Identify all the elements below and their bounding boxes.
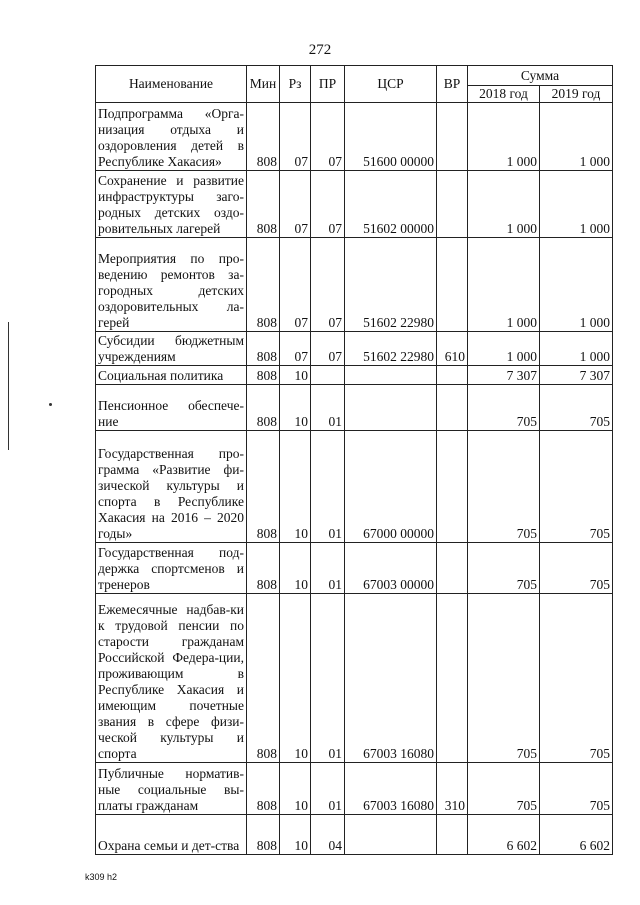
cell-pr: 01 <box>311 594 345 763</box>
cell-y2018: 1 000 <box>468 171 540 238</box>
cell-y2019: 1 000 <box>540 238 613 332</box>
cell-pr: 04 <box>311 815 345 855</box>
cell-min: 808 <box>247 103 280 171</box>
cell-csr: 67003 00000 <box>345 543 437 594</box>
scan-speck <box>49 403 52 406</box>
cell-y2018: 705 <box>468 385 540 431</box>
cell-vr: 610 <box>437 332 468 366</box>
cell-pr: 07 <box>311 103 345 171</box>
cell-csr: 67000 00000 <box>345 431 437 543</box>
cell-vr <box>437 171 468 238</box>
cell-name: Подпрограмма «Орга-низация отдыха и оздоровления детей в Республике Хакасия» <box>96 103 247 171</box>
cell-name: Мероприятия по про-ведению ремонтов за-городных детских оздоровительных ла-герей <box>96 238 247 332</box>
cell-pr: 01 <box>311 385 345 431</box>
cell-csr: 51602 22980 <box>345 238 437 332</box>
header-vr: ВР <box>437 66 468 103</box>
table-row <box>96 385 613 431</box>
cell-rz: 10 <box>280 594 311 763</box>
cell-pr: 07 <box>311 171 345 238</box>
cell-vr <box>437 543 468 594</box>
cell-name: Субсидии бюджетным учреждениям <box>96 332 247 366</box>
cell-vr <box>437 594 468 763</box>
margin-mark <box>8 322 9 450</box>
cell-vr <box>437 238 468 332</box>
cell-vr <box>437 103 468 171</box>
cell-min: 808 <box>247 366 280 385</box>
header-2018: 2018 год <box>468 86 540 103</box>
table-row <box>96 366 613 385</box>
cell-y2018: 705 <box>468 594 540 763</box>
cell-y2019: 705 <box>540 385 613 431</box>
table-row <box>96 332 613 366</box>
cell-rz: 07 <box>280 103 311 171</box>
cell-name: Ежемесячные надбав-ки к трудовой пенсии по старости гражданам Российской Федера-ции, проживающим в Республике Хакасия и имеющим почетные звания в сфере физи-ческой культуры и спорта <box>96 594 247 763</box>
header-sum: Сумма <box>468 66 613 86</box>
cell-rz: 10 <box>280 385 311 431</box>
cell-rz: 10 <box>280 431 311 543</box>
cell-y2019: 1 000 <box>540 103 613 171</box>
cell-y2019: 6 602 <box>540 815 613 855</box>
cell-min: 808 <box>247 238 280 332</box>
cell-y2018: 1 000 <box>468 103 540 171</box>
cell-pr: 01 <box>311 763 345 815</box>
table-row <box>96 594 613 763</box>
cell-y2018: 705 <box>468 543 540 594</box>
table-row <box>96 171 613 238</box>
table-body <box>96 103 613 855</box>
cell-name: Пенсионное обеспече-ние <box>96 385 247 431</box>
cell-min: 808 <box>247 385 280 431</box>
cell-y2018: 1 000 <box>468 332 540 366</box>
cell-csr <box>345 366 437 385</box>
cell-pr: 07 <box>311 238 345 332</box>
cell-rz: 10 <box>280 543 311 594</box>
header-2019: 2019 год <box>540 86 613 103</box>
cell-y2019: 705 <box>540 594 613 763</box>
cell-min: 808 <box>247 332 280 366</box>
cell-pr <box>311 366 345 385</box>
cell-rz: 07 <box>280 238 311 332</box>
page-number: 272 <box>308 42 332 58</box>
cell-y2019: 705 <box>540 763 613 815</box>
cell-csr <box>345 385 437 431</box>
cell-min: 808 <box>247 171 280 238</box>
cell-min: 808 <box>247 763 280 815</box>
table-row <box>96 103 613 171</box>
cell-csr: 67003 16080 <box>345 594 437 763</box>
cell-min: 808 <box>247 815 280 855</box>
cell-y2019: 1 000 <box>540 332 613 366</box>
cell-name: Социальная политика <box>96 366 247 385</box>
cell-pr: 01 <box>311 431 345 543</box>
header-name: Наименование <box>96 66 247 103</box>
cell-csr: 67003 16080 <box>345 763 437 815</box>
cell-pr: 01 <box>311 543 345 594</box>
cell-min: 808 <box>247 594 280 763</box>
cell-vr <box>437 815 468 855</box>
cell-vr <box>437 366 468 385</box>
cell-rz: 10 <box>280 815 311 855</box>
cell-name: Государственная под-держка спортсменов и тренеров <box>96 543 247 594</box>
cell-y2018: 6 602 <box>468 815 540 855</box>
cell-rz: 10 <box>280 763 311 815</box>
cell-vr: 310 <box>437 763 468 815</box>
cell-y2018: 705 <box>468 763 540 815</box>
cell-csr: 51602 00000 <box>345 171 437 238</box>
table-row <box>96 543 613 594</box>
cell-min: 808 <box>247 543 280 594</box>
table-row <box>96 763 613 815</box>
cell-y2019: 705 <box>540 543 613 594</box>
cell-min: 808 <box>247 431 280 543</box>
table-row <box>96 431 613 543</box>
cell-y2019: 7 307 <box>540 366 613 385</box>
header-rz: Рз <box>280 66 311 103</box>
budget-table <box>95 65 613 855</box>
footer-stamp: k309 h2 <box>85 872 118 882</box>
cell-vr <box>437 431 468 543</box>
cell-csr <box>345 815 437 855</box>
cell-pr: 07 <box>311 332 345 366</box>
header-pr: ПР <box>311 66 345 103</box>
cell-csr: 51600 00000 <box>345 103 437 171</box>
header-csr: ЦСР <box>345 66 437 103</box>
cell-vr <box>437 385 468 431</box>
cell-name: Сохранение и развитие инфраструктуры заго-родных детских оздо-ровительных лагерей <box>96 171 247 238</box>
cell-name: Охрана семьи и дет-ства <box>96 815 247 855</box>
cell-csr: 51602 22980 <box>345 332 437 366</box>
cell-y2018: 705 <box>468 431 540 543</box>
cell-y2019: 705 <box>540 431 613 543</box>
cell-y2018: 7 307 <box>468 366 540 385</box>
table-row <box>96 815 613 855</box>
table-row <box>96 238 613 332</box>
cell-y2018: 1 000 <box>468 238 540 332</box>
cell-rz: 07 <box>280 171 311 238</box>
header-min: Мин <box>247 66 280 103</box>
cell-name: Публичные норматив-ные социальные вы-платы гражданам <box>96 763 247 815</box>
cell-rz: 10 <box>280 366 311 385</box>
cell-name: Государственная про-грамма «Развитие фи-зической культуры и спорта в Республике Хакасия на 2016 – 2020 годы» <box>96 431 247 543</box>
cell-y2019: 1 000 <box>540 171 613 238</box>
cell-rz: 07 <box>280 332 311 366</box>
